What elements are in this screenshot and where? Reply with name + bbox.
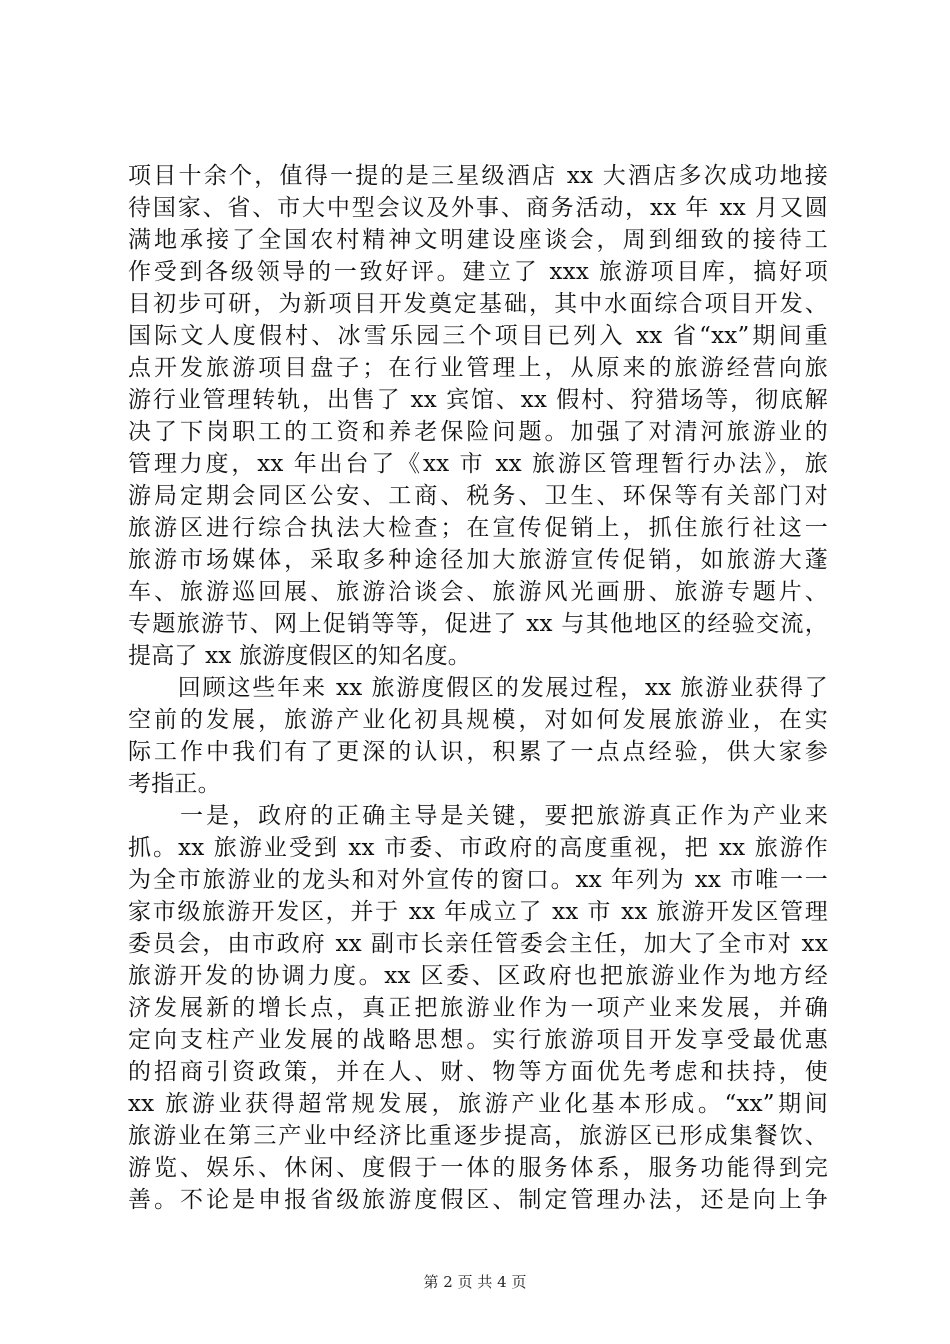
text-line: 国际文人度假村、冰雪乐园三个项目已列入 xx 省“xx”期间重	[128, 323, 828, 349]
text-line: 车、旅游巡回展、旅游洽谈会、旅游风光画册、旅游专题片、	[128, 579, 828, 605]
text-line: 旅游开发的协调力度。xx 区委、区政府也把旅游业作为地方经	[128, 963, 828, 989]
text-line: 抓。xx 旅游业受到 xx 市委、市政府的高度重视，把 xx 旅游作	[128, 835, 828, 861]
text-line: 旅游市场媒体，采取多种途径加大旅游宣传促销，如旅游大蓬	[128, 547, 828, 573]
text-line: 济发展新的增长点，真正把旅游业作为一项产业来发展，并确	[128, 995, 828, 1021]
text-line: 游局定期会同区公安、工商、税务、卫生、环保等有关部门对	[128, 483, 828, 509]
text-line: 管理力度，xx 年出台了《xx 市 xx 旅游区管理暂行办法》，旅	[128, 451, 828, 477]
text-line: 际工作中我们有了更深的认识，积累了一点点经验，供大家参	[128, 739, 828, 765]
text-line: 满地承接了全国农村精神文明建设座谈会，周到细致的接待工	[128, 227, 828, 253]
text-line: 提高了 xx 旅游度假区的知名度。	[128, 643, 471, 669]
text-line: 家市级旅游开发区，并于 xx 年成立了 xx 市 xx 旅游开发区管理	[128, 899, 828, 925]
text-line: 的招商引资政策，并在人、财、物等方面优先考虑和扶持，使	[128, 1059, 828, 1085]
text-line: 决了下岗职工的工资和养老保险问题。加强了对清河旅游业的	[128, 419, 828, 445]
text-line: 目初步可研，为新项目开发奠定基础，其中水面综合项目开发、	[128, 291, 828, 317]
text-line: 作受到各级领导的一致好评。建立了 xxx 旅游项目库，搞好项	[128, 259, 828, 285]
text-line: 专题旅游节、网上促销等等，促进了 xx 与其他地区的经验交流，	[128, 611, 828, 637]
document-body	[128, 160, 828, 1216]
text-line: 回顾这些年来 xx 旅游度假区的发展过程，xx 旅游业获得了	[128, 675, 828, 701]
text-line: 一是，政府的正确主导是关键，要把旅游真正作为产业来	[128, 803, 828, 829]
text-line: 旅游区进行综合执法大检查；在宣传促销上，抓住旅行社这一	[128, 515, 828, 541]
text-line: 项目十余个，值得一提的是三星级酒店 xx 大酒店多次成功地接	[128, 163, 828, 189]
text-line: 待国家、省、市大中型会议及外事、商务活动，xx 年 xx 月又圆	[128, 195, 828, 221]
text-line: 委员会，由市政府 xx 副市长亲任管委会主任，加大了全市对 xx	[128, 931, 828, 957]
text-line: 定向支柱产业发展的战略思想。实行旅游项目开发享受最优惠	[128, 1027, 828, 1053]
text-line: 游行业管理转轨，出售了 xx 宾馆、xx 假村、狩猎场等，彻底解	[128, 387, 828, 413]
text-line: 善。不论是申报省级旅游度假区、制定管理办法，还是向上争	[128, 1187, 828, 1213]
text-line: 旅游业在第三产业中经济比重逐步提高，旅游区已形成集餐饮、	[128, 1123, 828, 1149]
text-line: 空前的发展，旅游产业化初具规模，对如何发展旅游业，在实	[128, 707, 828, 733]
text-line: 游览、娱乐、休闲、度假于一体的服务体系，服务功能得到完	[128, 1155, 828, 1181]
text-line: xx 旅游业获得超常规发展，旅游产业化基本形成。“xx”期间	[128, 1091, 828, 1117]
text-line: 为全市旅游业的龙头和对外宣传的窗口。xx 年列为 xx 市唯一一	[128, 867, 828, 893]
page-footer: 第 2 页 共 4 页	[423, 1273, 527, 1291]
text-line: 考指正。	[128, 771, 221, 797]
text-line: 点开发旅游项目盘子；在行业管理上，从原来的旅游经营向旅	[128, 355, 828, 381]
